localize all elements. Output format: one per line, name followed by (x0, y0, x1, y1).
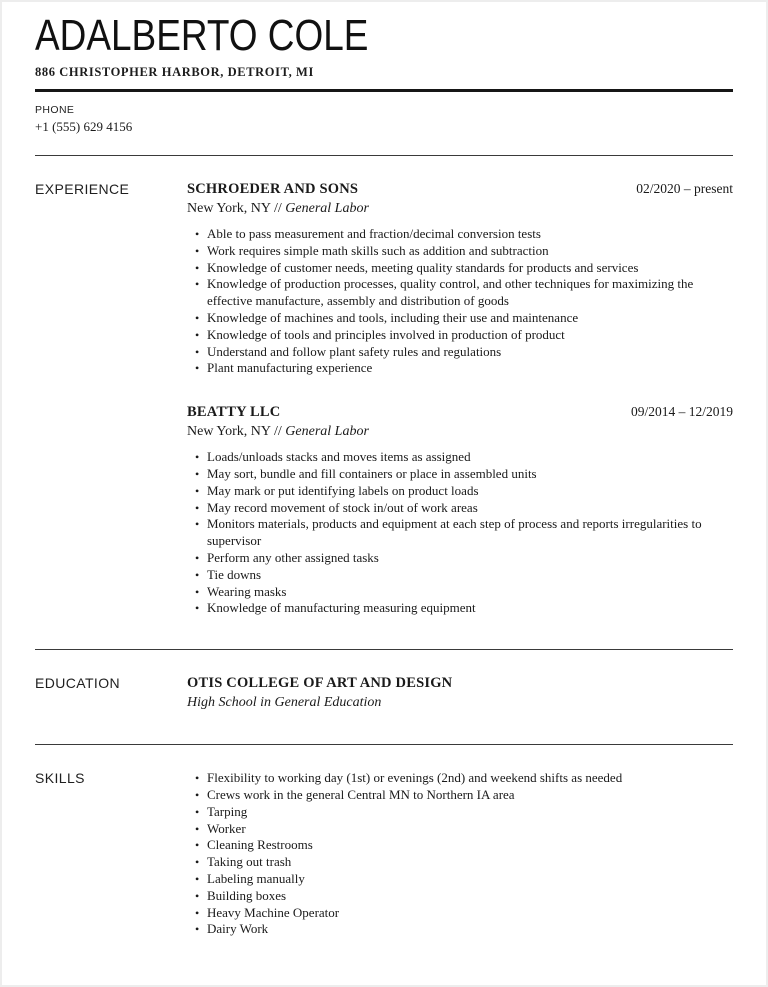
bullet-item: • Tie downs (207, 567, 733, 584)
bullet-item: • Able to pass measurement and fraction/decimal conversion tests (207, 226, 733, 243)
contact-block (35, 104, 733, 134)
page-title: ADALBERTO COLE (35, 11, 369, 60)
section-divider (35, 744, 733, 745)
job-subtitle (187, 423, 733, 441)
bullet-item: • Wearing masks (207, 584, 733, 601)
skills-section (35, 769, 733, 938)
bullet-item: • Loads/unloads stacks and moves items as assigned (207, 449, 733, 466)
bullet-item: • Perform any other assigned tasks (207, 550, 733, 567)
bullet-item: • Understand and follow plant safety rules and regulations (207, 344, 733, 361)
skill-item: • Building boxes (207, 888, 733, 905)
phone-label: PHONE (35, 104, 75, 116)
address: 886 CHRISTOPHER HARBOR, DETROIT, MI (35, 65, 314, 79)
header-divider-thick (35, 89, 733, 92)
bullet-item: • Knowledge of machines and tools, including their use and maintenance (207, 310, 733, 327)
bullet-item: • May sort, bundle and fill containers or place in assembled units (207, 466, 733, 483)
bullet-item: • Knowledge of customer needs, meeting quality standards for products and services (207, 260, 733, 277)
skills-content (187, 769, 733, 938)
skills-list (187, 770, 733, 938)
bullet-list (187, 226, 733, 377)
skill-item: • Crews work in the general Central MN to Northern IA area (207, 787, 733, 804)
company-name: BEATTY LLC (187, 404, 281, 421)
company-name: SCHROEDER AND SONS (187, 181, 359, 197)
experience-content (187, 180, 733, 617)
bullet-item: • Knowledge of manufacturing measuring equipment (207, 600, 733, 617)
skill-item: • Dairy Work (207, 921, 733, 938)
bullet-item: • May record movement of stock in/out of work areas (207, 500, 733, 517)
job-dates: 02/2020 – present (636, 181, 733, 196)
skill-item: • Cleaning Restrooms (207, 837, 733, 854)
skill-item: • Flexibility to working day (1st) or evenings (2nd) and weekend shifts as needed (207, 770, 733, 787)
experience-section (35, 180, 733, 617)
job-role: General Labor (285, 201, 369, 216)
education-section (35, 674, 733, 712)
job-entry (187, 180, 733, 377)
degree: High School in General Education (187, 695, 382, 711)
bullet-item: • May mark or put identifying labels on product loads (207, 483, 733, 500)
skill-item: • Heavy Machine Operator (207, 905, 733, 922)
education-content (187, 674, 733, 712)
bullet-item: • Knowledge of production processes, quality control, and other techniques for maximizing the effective manufacture, assembly and distribution of goods (207, 276, 733, 310)
phone-value: +1 (555) 629 4156 (35, 119, 133, 134)
bullet-item: • Plant manufacturing experience (207, 360, 733, 377)
skill-item: • Labeling manually (207, 871, 733, 888)
job-header (187, 180, 733, 198)
bullet-item: • Work requires simple math skills such as addition and subtraction (207, 243, 733, 260)
bullet-item: • Knowledge of tools and principles involved in production of product (207, 327, 733, 344)
school-name: OTIS COLLEGE OF ART AND DESIGN (187, 675, 453, 692)
job-location: New York, NY // (187, 201, 282, 216)
job-subtitle (187, 200, 733, 218)
job-header (187, 403, 733, 421)
skill-item: • Tarping (207, 804, 733, 821)
bullet-item: • Monitors materials, products and equipment at each step of process and reports irregularities to supervisor (207, 516, 733, 550)
section-divider (35, 649, 733, 650)
experience-section-label: EXPERIENCE (35, 181, 130, 197)
skill-item: • Worker (207, 821, 733, 838)
skill-item: • Taking out trash (207, 854, 733, 871)
job-location: New York, NY // (187, 424, 282, 440)
job-entry (187, 403, 733, 617)
education-section-label: EDUCATION (35, 675, 121, 692)
header-divider-thin (35, 155, 733, 156)
skills-section-label: SKILLS (35, 770, 85, 787)
job-role: General Labor (285, 424, 369, 440)
bullet-list (187, 449, 733, 617)
job-dates: 09/2014 – 12/2019 (630, 404, 733, 420)
